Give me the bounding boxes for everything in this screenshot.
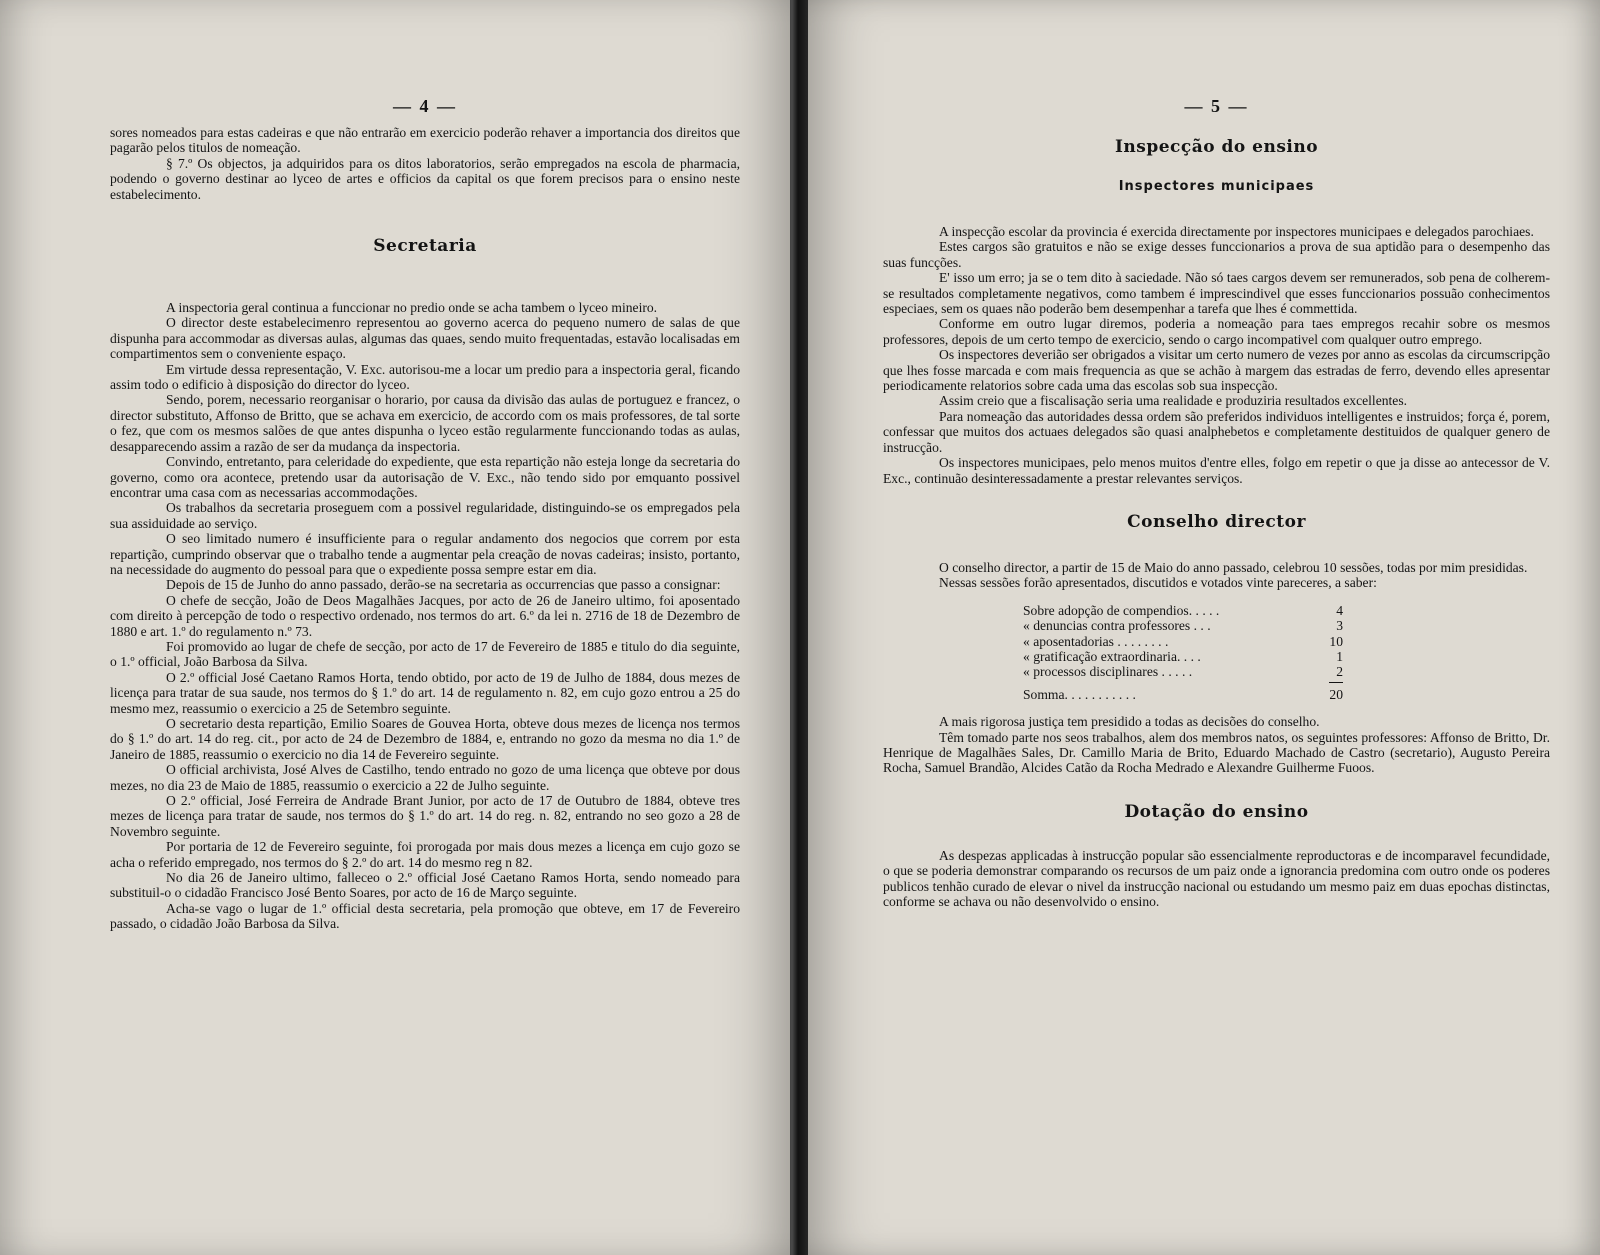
sum-rule <box>1329 682 1343 683</box>
paragraph: Por portaria de 12 de Fevereiro seguinte, foi prorogada por mais dous mezes a licença em cujo gozo se acha o referido empregado, nos termos do § 2.º do art. 14 do mesmo reg n 82. <box>110 839 740 870</box>
row-value: 10 <box>1329 633 1343 649</box>
paragraph: Nessas sessões forão apresentados, discutidos e votados vinte pareceres, a saber: <box>939 575 1377 591</box>
page-number: — 4 — <box>393 96 457 116</box>
row-label: Sobre adopção de compendios. . . . . <box>1023 602 1220 618</box>
paragraph: Convindo, entretanto, para celeridade do expediente, que esta repartição não esteja longe da secretaria do governo, como ora acontece, pretendo usar da autorisação de V. Exc., não tendo sido por emquanto possivel encontrar uma casa com as necessarias accommodações. <box>110 454 740 500</box>
paragraph: A inspecção escolar da provincia é exercida directamente por inspectores municipaes e delegados parochiaes. <box>939 224 1534 239</box>
conselho-text <box>883 560 1550 591</box>
paragraph: Conforme em outro lugar diremos, poderia a nomeação para taes empregos recahir sobre os mesmos professores, depois de um certo tempo de exercicio, sendo o cargo incompativel com qualquer outro emprego. <box>883 316 1550 347</box>
paragraph: O 2.º official, José Ferreira de Andrade Brant Junior, por acto de 17 de Outubro de 1884, obteve tres mezes de licença para tratar de saude, nos termos do § 1.º do art. 14 do reg. n. 82, entrando no seo gozo a 28 de Novembro seguinte. <box>110 793 740 839</box>
paragraph: O secretario desta repartição, Emilio Soares de Gouvea Horta, obteve dous mezes de licença nos termos do § 1.º do art. 14 do reg. cit., por acto de 24 de Dezembro de 1884, e, entrando no gozo da mesma no dia 1.º de Janeiro de 1885, reassumio o exercicio no dia 14 de Fevereiro seguinte. <box>110 716 740 762</box>
paragraph: Depois de 15 de Junho do anno passado, derão-se na secretaria as occurrencias que passo a consignar: <box>166 577 721 593</box>
paragraph: E' isso um erro; ja se o tem dito à saciedade. Não só taes cargos devem ser remunerados, sob pena de colherem-se resultados completamente negativos, como tambem é imprescindivel que esses funccionarios possuão conhecimentos especiaes, sem os quaes não poderão bem desempenhar a tarefa que lhes é commettida. <box>883 270 1550 317</box>
paragraph: Acha-se vago o lugar de 1.º official desta secretaria, pela promoção que obteve, em 17 de Fevereiro passado, o cidadão João Barbosa da Silva. <box>110 900 740 932</box>
paragraph: No dia 26 de Janeiro ultimo, falleceo o 2.º official José Caetano Ramos Horta, sendo nomeado para substituil-o o cidadão Francisco José Bento Soares, por acto de 16 de Março seguinte. <box>110 870 740 901</box>
paragraph: O official archivista, José Alves de Castilho, tendo entrado no gozo de uma licença que obteve por dous mezes, no dia 23 de Maio de 1885, reassumio o exercicio a 22 de Julho seguinte. <box>110 762 740 793</box>
sum-label: Somma. . . . . . . . . . . <box>1023 686 1136 702</box>
dotacao-text <box>883 848 1550 910</box>
section-title-inspeccao: Inspecção do ensino <box>1114 137 1319 157</box>
right-page <box>808 0 1600 1255</box>
paragraph: A mais rigorosa justiça tem presidido a todas as decisões do conselho. <box>939 714 1320 730</box>
left-page <box>0 0 790 1255</box>
paragraph: Assim creio que a fiscalisação seria uma realidade e produziria resultados excellentes. <box>939 393 1408 409</box>
paragraph: A inspectoria geral continua a funccionar no predio onde se acha tambem o lyceo mineiro. <box>166 300 658 316</box>
paragraph: Sendo, porem, necessario reorganisar o horario, por causa da divisão das aulas de portuguez e francez, o director substituto, Affonso de Britto, que se achava em exercicio, de accordo com os mais professores, de tal sorte o fez, que com os mesmos salões de que antes dispunha o lyceo estão regularmente funccionando todas as aulas, desapparecendo assim a razão de ser da mudança da inspectoria. <box>110 392 740 454</box>
paragraph: Têm tomado parte nos seos trabalhos, alem dos membros natos, os seguintes professores: Affonso de Britto, Dr. Henrique de Magalhães Sales, Dr. Camillo Maria de Brito, Eduardo Machado de Castro (secretario), Augusto Pereira Rocha, Samuel Brandão, Alcides Catão da Rocha Medrado e Alexandre Guilherme Fuoos. <box>883 729 1550 776</box>
inspeccao-text <box>883 224 1550 486</box>
conselho-after-text <box>883 714 1550 776</box>
table-row <box>1023 664 1343 679</box>
paragraph: Foi promovido ao lugar de chefe de secção, por acto de 17 de Fevereiro de 1885 e titulo do dia seguinte, o 1.º official, João Barbosa da Silva. <box>110 638 740 670</box>
table-row <box>1023 634 1343 649</box>
paragraph: O director deste estabelecimenro representou ao governo acerca do pequeno numero de salas de que dispunha para accommodar as diversas aulas, algumas das quaes, sendo muito frequentadas, estavão localisadas em compartimentos sem o conveniente espaço. <box>110 315 740 362</box>
paragraph: Para nomeação das autoridades dessa ordem são preferidos individuos intelligentes e instruidos; força é, porem, confessar que muitos dos actuaes delegados são quasi analphebetos e completamente destituidos de qualquer genero de instrucção. <box>883 408 1550 455</box>
paragraph: O chefe de secção, João de Deos Magalhães Jacques, por acto de 26 de Janeiro ultimo, foi aposentado com direito à percepção de todo o respectivo ordenado, nos termos do art. 6.º da lei n. 2716 de 18 de Dezembro de 1880 e art. 1.º do regulamento n.º 73. <box>110 592 740 639</box>
row-value: 2 <box>1336 664 1343 680</box>
paragraph: § 7.º Os objectos, ja adquiridos para os ditos laboratorios, serão empregados na escola de pharmacia, podendo o governo destinar ao lyceo de artes e officios da capital os que forem precisos para o ensino neste estabelecimento. <box>110 155 740 202</box>
pareceres-table <box>1023 603 1343 702</box>
paragraph: Estes cargos são gratuitos e não se exige desses funccionarios a prova de sua aptidão para o desempenho das suas funcções. <box>883 239 1550 270</box>
section-title-dotacao: Dotação do ensino <box>1124 801 1309 822</box>
paragraph: Os trabalhos da secretaria proseguem com a possivel regularidade, distinguindo-se os empregados pela sua assiduidade ao serviço. <box>110 500 740 531</box>
paragraph: Os inspectores deverião ser obrigados a visitar um certo numero de vezes por anno as escolas da circumscripção que lhes fosse marcada e com mais frequencia as que se achão à margem das estradas de ferro, devendo elles apresentar periodicamente relatorios sobre cada uma das escolas sob sua inspecção. <box>883 347 1550 394</box>
row-label: « aposentadorias . . . . . . . . <box>1023 633 1169 649</box>
section-title-conselho: Conselho director <box>1127 511 1306 532</box>
secretaria-text <box>110 300 740 932</box>
paragraph: As despezas applicadas à instrucção popular são essencialmente reproductoras e de incomparavel fecundidade, o que se poderia demonstrar comparando os recursos de um paiz onde a ignorancia predomina com outro onde os poderes publicos tenhão curado de elevar o nivel da instrucção nacional ou estudando um mesmo paiz em duas epochas distinctas, conforme se achava ou não desenvolvido o ensino. <box>883 847 1550 909</box>
row-value: 1 <box>1336 648 1343 664</box>
table-row <box>1023 618 1343 633</box>
row-value: 3 <box>1336 618 1343 634</box>
table-row <box>1023 603 1343 618</box>
paragraph: Em virtude dessa representação, V. Exc. autorisou-me a locar um predio para a inspectoria geral, ficando assim todo o edificio à disposição do director do lyceo. <box>110 361 740 393</box>
row-value: 4 <box>1336 602 1343 618</box>
row-label: « processos disciplinares . . . . . <box>1023 664 1193 680</box>
table-row <box>1023 649 1343 664</box>
paragraph: Os inspectores municipaes, pelo menos muitos d'entre elles, folgo em repetir o que ja disse ao antecessor de V. Exc., continuão desinteressadamente a prestar relevantes serviços. <box>883 455 1550 486</box>
row-label: « gratificação extraordinaria. . . . <box>1023 648 1201 664</box>
section-title-secretaria: Secretaria <box>373 236 477 257</box>
paragraph: O 2.º official José Caetano Ramos Horta, tendo obtido, por acto de 19 de Julho de 1884, dous mezes de licença para tratar de sua saude, nos termos do § 1.º do art. 14 de regulamento n. 82, em cujo gozo entrou a 25 do mesmo mez, reassumio o exercicio a 25 de Setembro seguinte. <box>110 669 740 716</box>
page-number: — 5 — <box>1184 96 1249 116</box>
paragraph: O conselho director, a partir de 15 de Maio do anno passado, celebrou 10 sessões, todas por mim presididas. <box>939 559 1528 575</box>
sum-value: 20 <box>1329 686 1343 702</box>
intro-text <box>110 125 740 202</box>
paragraph: O seo limitado numero é insufficiente para o regular andamento dos negocios que correm por esta repartição, cumprindo observar que o trabalho tende a augmentar pela creação de novas cadeiras; insisto, portanto, na necessidade do augmento do pessoal para que o expediente possa sempre estar em dia. <box>110 531 740 577</box>
subsection-title-inspectores: Inspectores municipaes <box>1118 179 1315 194</box>
sum-row <box>1023 687 1343 702</box>
row-label: « denuncias contra professores . . . <box>1023 618 1211 634</box>
paragraph: sores nomeados para estas cadeiras e que não entrarão em exercicio poderão rehaver a importancia dos direitos que pagarão pelos titulos de nomeação. <box>110 125 740 156</box>
